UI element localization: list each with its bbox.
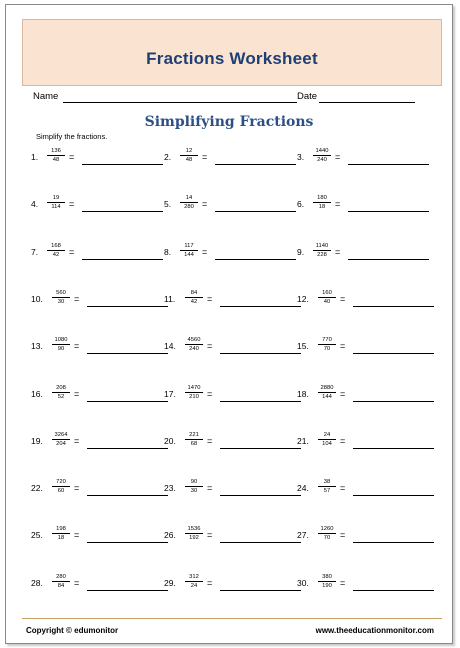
problem-item — [297, 334, 427, 356]
denominator: 280 — [184, 204, 194, 211]
numerator: 117 — [184, 242, 194, 249]
equals-sign: = — [69, 199, 75, 210]
fraction — [183, 336, 205, 353]
worksheet-page — [5, 4, 453, 644]
problem-number: 6. — [297, 199, 305, 210]
answer-line[interactable] — [87, 401, 168, 402]
numerator: 208 — [56, 384, 66, 391]
problem-number: 22. — [31, 483, 43, 494]
fraction — [45, 147, 67, 164]
fraction — [50, 289, 72, 306]
problem-item — [31, 240, 161, 262]
fraction — [316, 384, 338, 401]
problem-number: 3. — [297, 152, 305, 162]
problem-number: 18. — [297, 388, 309, 399]
equals-sign: = — [69, 246, 75, 257]
denominator: 114 — [51, 204, 61, 211]
answer-line[interactable] — [220, 542, 301, 543]
problem-number: 21. — [297, 435, 309, 446]
problem-item — [164, 287, 294, 309]
answer-line[interactable] — [87, 590, 168, 591]
problem-number: 5. — [164, 199, 172, 210]
name-field[interactable] — [63, 102, 297, 103]
denominator: 24 — [190, 582, 198, 589]
numerator: 198 — [56, 526, 66, 533]
problem-item — [31, 334, 161, 356]
equals-sign: = — [335, 152, 341, 162]
answer-line[interactable] — [220, 353, 301, 354]
problem-number: 2. — [164, 152, 172, 162]
fraction — [50, 336, 72, 353]
problem-item — [31, 476, 161, 498]
numerator: 12 — [185, 148, 193, 154]
problem-number: 17. — [164, 388, 176, 399]
problem-item — [164, 382, 294, 404]
problem-number: 27. — [297, 530, 309, 541]
problem-number: 30. — [297, 577, 309, 588]
answer-line[interactable] — [348, 164, 429, 165]
numerator: 136 — [51, 148, 61, 154]
equals-sign: = — [202, 199, 208, 210]
numerator: 770 — [322, 337, 332, 344]
fraction — [50, 525, 72, 542]
problem-item — [297, 145, 427, 167]
fraction — [50, 431, 72, 448]
equals-sign: = — [207, 483, 213, 494]
equals-sign: = — [340, 577, 346, 588]
numerator: 90 — [190, 479, 198, 486]
website-link[interactable]: www.theeducationmonitor.com — [315, 626, 434, 635]
denominator: 70 — [323, 535, 331, 542]
numerator: 160 — [322, 289, 332, 296]
denominator: 68 — [190, 440, 198, 447]
problem-number: 20. — [164, 435, 176, 446]
name-date-row — [33, 87, 413, 103]
problem-item — [297, 523, 427, 545]
denominator: 42 — [190, 298, 198, 305]
numerator: 84 — [190, 289, 198, 296]
numerator: 24 — [323, 431, 331, 438]
equals-sign: = — [207, 341, 213, 352]
answer-line[interactable] — [353, 590, 434, 591]
numerator: 19 — [52, 195, 60, 202]
problem-item — [31, 287, 161, 309]
instructions: Simplify the fractions. — [36, 132, 108, 141]
worksheet-title: Fractions Worksheet — [146, 49, 318, 68]
denominator: 228 — [317, 251, 327, 258]
fraction — [316, 478, 338, 495]
answer-line[interactable] — [353, 542, 434, 543]
problem-number: 7. — [31, 246, 39, 257]
problem-number: 24. — [297, 483, 309, 494]
problem-item — [297, 476, 427, 498]
problem-item — [164, 523, 294, 545]
name-label: Name — [33, 91, 59, 102]
answer-line[interactable] — [215, 259, 296, 260]
problem-item — [31, 571, 161, 593]
numerator: 1440 — [315, 148, 329, 154]
problem-item — [31, 523, 161, 545]
equals-sign: = — [335, 199, 341, 210]
numerator: 1080 — [54, 337, 68, 344]
problem-number: 1. — [31, 152, 39, 162]
denominator: 30 — [57, 298, 65, 305]
fraction — [183, 573, 205, 590]
answer-line[interactable] — [353, 495, 434, 496]
equals-sign: = — [202, 246, 208, 257]
answer-line[interactable] — [348, 259, 429, 260]
fraction — [316, 525, 338, 542]
problem-item — [164, 571, 294, 593]
problem-number: 19. — [31, 435, 43, 446]
numerator: 168 — [51, 242, 61, 249]
footer-divider — [22, 618, 442, 619]
fraction — [50, 384, 72, 401]
equals-sign: = — [340, 530, 346, 541]
fraction — [183, 478, 205, 495]
equals-sign: = — [74, 435, 80, 446]
answer-line[interactable] — [87, 353, 168, 354]
equals-sign: = — [202, 152, 208, 162]
denominator: 204 — [56, 440, 66, 447]
problem-item — [31, 382, 161, 404]
problem-item — [297, 571, 427, 593]
fraction — [50, 478, 72, 495]
fraction — [311, 242, 333, 259]
answer-line[interactable] — [87, 495, 168, 496]
answer-line[interactable] — [353, 306, 434, 307]
problem-number: 9. — [297, 246, 305, 257]
numerator: 3264 — [54, 431, 68, 438]
fraction — [311, 147, 333, 164]
problem-number: 28. — [31, 577, 43, 588]
fraction — [183, 525, 205, 542]
fraction — [311, 194, 333, 211]
equals-sign: = — [340, 293, 346, 304]
problem-item — [297, 240, 427, 262]
denominator: 84 — [57, 582, 65, 589]
answer-line[interactable] — [87, 306, 168, 307]
problem-number: 12. — [297, 293, 309, 304]
denominator: 70 — [323, 346, 331, 353]
problem-item — [31, 145, 161, 167]
equals-sign: = — [74, 530, 80, 541]
fraction — [45, 242, 67, 259]
numerator: 4560 — [187, 337, 201, 344]
denominator: 18 — [318, 204, 326, 211]
fraction — [183, 384, 205, 401]
date-label: Date — [297, 91, 318, 102]
numerator: 1140 — [315, 242, 329, 249]
problem-item — [297, 287, 427, 309]
equals-sign: = — [335, 246, 341, 257]
problem-number: 29. — [164, 577, 176, 588]
denominator: 40 — [323, 298, 331, 305]
equals-sign: = — [340, 341, 346, 352]
numerator: 180 — [317, 195, 327, 202]
problem-item — [31, 192, 161, 214]
section-title: Simplifying Fractions — [144, 114, 314, 130]
numerator: 380 — [322, 573, 332, 580]
problem-number: 8. — [164, 246, 172, 257]
problem-item — [297, 382, 427, 404]
problem-number: 13. — [31, 341, 43, 352]
problem-number: 16. — [31, 388, 43, 399]
answer-line[interactable] — [82, 211, 163, 212]
denominator: 104 — [322, 440, 332, 447]
problem-item — [297, 192, 427, 214]
answer-line[interactable] — [87, 448, 168, 449]
numerator: 1536 — [187, 526, 201, 533]
title-banner — [22, 19, 442, 86]
fraction — [183, 289, 205, 306]
fraction — [316, 573, 338, 590]
problem-item — [297, 429, 427, 451]
date-field[interactable] — [319, 102, 415, 103]
answer-line[interactable] — [220, 590, 301, 591]
denominator: 190 — [322, 582, 332, 589]
copyright-text: Copyright © edumonitor — [26, 626, 119, 635]
answer-line[interactable] — [220, 495, 301, 496]
numerator: 312 — [189, 573, 199, 580]
numerator: 1470 — [187, 384, 201, 391]
numerator: 2880 — [320, 384, 334, 391]
problem-item — [164, 429, 294, 451]
equals-sign: = — [340, 435, 346, 446]
denominator: 240 — [189, 346, 199, 353]
equals-sign: = — [340, 388, 346, 399]
equals-sign: = — [207, 530, 213, 541]
answer-line[interactable] — [87, 542, 168, 543]
answer-line[interactable] — [353, 448, 434, 449]
equals-sign: = — [207, 293, 213, 304]
denominator: 60 — [57, 488, 65, 495]
fraction — [178, 194, 200, 211]
fraction — [45, 194, 67, 211]
equals-sign: = — [340, 483, 346, 494]
numerator: 280 — [56, 573, 66, 580]
equals-sign: = — [74, 577, 80, 588]
denominator: 42 — [52, 251, 60, 258]
fraction — [50, 573, 72, 590]
answer-line[interactable] — [215, 164, 296, 165]
equals-sign: = — [74, 483, 80, 494]
numerator: 38 — [323, 479, 331, 486]
problem-item — [164, 192, 294, 214]
problem-item — [164, 240, 294, 262]
numerator: 720 — [56, 479, 66, 486]
denominator: 30 — [190, 488, 198, 495]
denominator: 90 — [57, 346, 65, 353]
answer-line[interactable] — [220, 448, 301, 449]
equals-sign: = — [74, 388, 80, 399]
denominator: 192 — [189, 535, 199, 542]
fraction — [316, 289, 338, 306]
equals-sign: = — [74, 293, 80, 304]
problem-number: 26. — [164, 530, 176, 541]
answer-line[interactable] — [215, 211, 296, 212]
numerator: 14 — [185, 195, 193, 202]
numerator: 560 — [56, 289, 66, 296]
denominator: 57 — [323, 488, 331, 495]
denominator: 18 — [57, 535, 65, 542]
problem-number: 11. — [164, 293, 176, 304]
denominator: 48 — [185, 157, 193, 163]
answer-line[interactable] — [353, 353, 434, 354]
fraction — [316, 431, 338, 448]
answer-line[interactable] — [348, 211, 429, 212]
fraction — [183, 431, 205, 448]
problem-number: 25. — [31, 530, 43, 541]
equals-sign: = — [207, 388, 213, 399]
problem-item — [31, 429, 161, 451]
answer-line[interactable] — [82, 164, 163, 165]
denominator: 144 — [322, 393, 332, 400]
equals-sign: = — [207, 577, 213, 588]
numerator: 221 — [189, 431, 199, 438]
fraction — [178, 242, 200, 259]
answer-line[interactable] — [220, 306, 301, 307]
denominator: 48 — [52, 157, 60, 163]
fraction — [178, 147, 200, 164]
problem-number: 15. — [297, 341, 309, 352]
answer-line[interactable] — [220, 401, 301, 402]
answer-line[interactable] — [82, 259, 163, 260]
answer-line[interactable] — [353, 401, 434, 402]
denominator: 52 — [57, 393, 65, 400]
numerator: 1260 — [320, 526, 334, 533]
denominator: 240 — [317, 157, 327, 163]
problem-item — [164, 334, 294, 356]
problem-item — [164, 476, 294, 498]
equals-sign: = — [74, 341, 80, 352]
problem-number: 4. — [31, 199, 39, 210]
equals-sign: = — [69, 152, 75, 162]
denominator: 210 — [189, 393, 199, 400]
problem-number: 23. — [164, 483, 176, 494]
denominator: 144 — [184, 251, 194, 258]
equals-sign: = — [207, 435, 213, 446]
problem-item — [164, 145, 294, 167]
problem-number: 10. — [31, 293, 43, 304]
problem-number: 14. — [164, 341, 176, 352]
fraction — [316, 336, 338, 353]
